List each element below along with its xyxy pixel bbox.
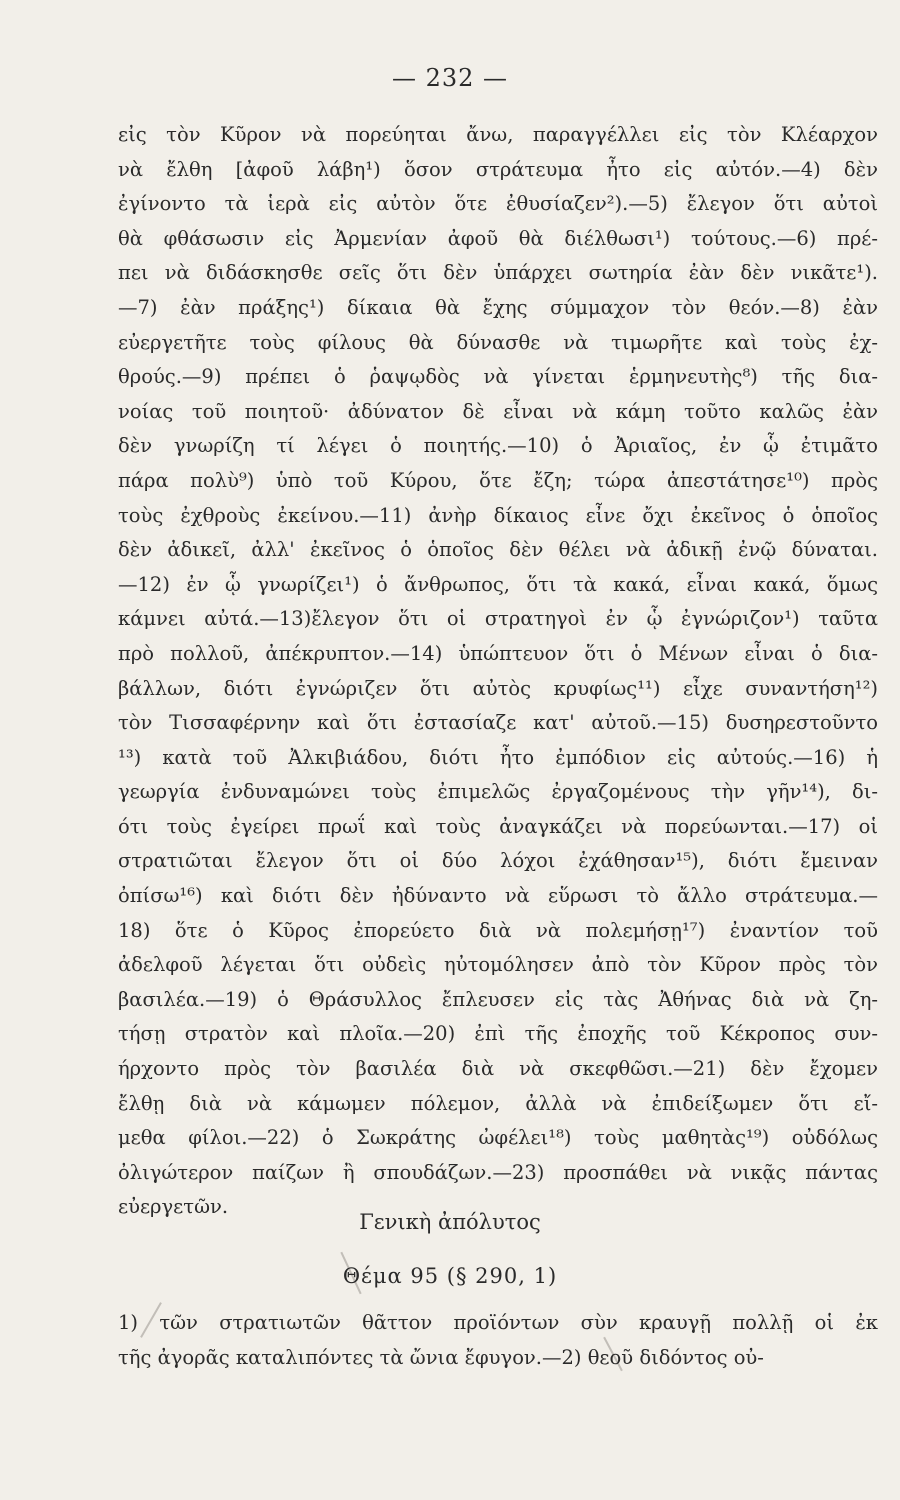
text-line: θὰ φθάσωσιν εἰς Ἀρμενίαν ἀφοῦ θὰ διέλθωσι¹) τούτους.—6) πρέ- [118, 226, 878, 250]
exercise-title: Θέμα 95 (§ 290, 1) [342, 1264, 558, 1288]
text-line: τῆς ἀγορᾶς καταλιπόντες τὰ ὤνια ἔφυγον.—2) θεοῦ διδόντος οὐ- [118, 1345, 764, 1369]
page-number: — 232 — [391, 64, 509, 92]
text-line: ήρχοντο πρὸς τὸν βασιλέα διὰ νὰ σκεφθῶσι.—21) δὲν ἔχομεν [118, 1057, 878, 1081]
text-line: ἐγίνοντο τὰ ἱερὰ εἰς αὐτὸν ὅτε ἐθυσίαζεν²).—5) ἔλεγον ὅτι αὐτοὶ [118, 192, 878, 216]
section-heading: Γενικὴ ἀπόλυτος [359, 1210, 541, 1234]
text-line: —12) ἐν ᾧ γνωρίζει¹) ὁ ἄνθρωπος, ὅτι τὰ κακά, εἶναι κακά, ὅμως [118, 572, 878, 596]
text-line: —7) ἐὰν πράξης¹) δίκαια θὰ ἔχης σύμμαχον τὸν θεόν.—8) ἐὰν [118, 295, 878, 319]
text-line: 18) ὅτε ὁ Κῦρος ἐπορεύετο διὰ νὰ πολεμήσῃ¹⁷) ἐναντίον τοῦ [118, 918, 878, 942]
text-line: εὐεργετῆτε τοὺς φίλους θὰ δύνασθε νὰ τιμωρῆτε καὶ τοὺς ἐχ- [118, 330, 878, 354]
body-text [118, 118, 878, 1225]
text-line: πει νὰ διδάσκησθε σεῖς ὅτι δὲν ὑπάρχει σωτηρία ἐὰν δὲν νικᾶτε¹). [118, 261, 878, 285]
text-line: μεθα φίλοι.—22) ὁ Σωκράτης ὠφέλει¹⁸) τοὺς μαθητὰς¹⁹) οὐδόλως [118, 1126, 878, 1150]
text-line: ἔλθῃ διὰ νὰ κάμωμεν πόλεμον, ἀλλὰ νὰ ἐπιδείξωμεν ὅτι εἴ- [118, 1091, 878, 1115]
text-line: τὸν Τισσαφέρνην καὶ ὅτι ἐστασίαζε κατ' αὐτοῦ.—15) δυσηρεστοῦντο [118, 711, 878, 735]
exercise-text [118, 1306, 878, 1375]
text-line: ¹³) κατὰ τοῦ Ἀλκιβιάδου, διότι ἦτο ἐμπόδιον εἰς αὐτούς.—16) ἡ [118, 745, 878, 769]
text-line: νὰ ἔλθη [ἀφοῦ λάβη¹) ὅσον στράτευμα ἦτο εἰς αὐτόν.—4) δὲν [118, 157, 878, 181]
text-line: βασιλέα.—19) ὁ Θράσυλλος ἔπλευσεν εἰς τὰς Ἀθήνας διὰ νὰ ζη- [118, 987, 878, 1011]
text-line: γεωργία ἐνδυναμώνει τοὺς ἐπιμελῶς ἐργαζομένους τὴν γῆν¹⁴), δι- [118, 780, 878, 804]
text-line: πρὸ πολλοῦ, ἀπέκρυπτον.—14) ὑπώπτευον ὅτι ὁ Μένων εἶναι ὁ δια- [118, 641, 878, 665]
text-line: εὐεργετῶν. [118, 1195, 229, 1219]
text-line: νοίας τοῦ ποιητοῦ· ἀδύνατον δὲ εἶναι νὰ κάμη τοῦτο καλῶς ἐὰν [118, 399, 878, 423]
text-line: δὲν γνωρίζη τί λέγει ὁ ποιητής.—10) ὁ Ἀριαῖος, ἐν ᾧ ἐτιμᾶτο [118, 434, 878, 458]
text-line: 1) τῶν στρατιωτῶν θᾶττον προϊόντων σὺν κραυγῇ πολλῇ οἱ ἐκ [118, 1311, 878, 1334]
text-line: ὀλιγώτερον παίζων ἢ σπουδάζων.—23) προσπάθει νὰ νικᾷς πάντας [118, 1160, 878, 1184]
text-line: θρούς.—9) πρέπει ὁ ῥαψῳδὸς νὰ γίνεται ἑρμηνευτὴς⁸) τῆς δια- [118, 365, 878, 389]
text-line: τοὺς ἐχθροὺς ἐκείνου.—11) ἀνὴρ δίκαιος εἶνε ὄχι ἐκεῖνος ὁ ὁποῖος [118, 503, 878, 527]
text-line: πάρα πολὺ⁹) ὑπὸ τοῦ Κύρου, ὅτε ἔζη; τώρα ἀπεστάτησε¹⁰) πρὸς [118, 468, 878, 492]
text-line: στρατιῶται ἔλεγον ὅτι οἱ δύο λόχοι ἐχάθησαν¹⁵), διότι ἔμειναν [118, 849, 878, 873]
text-line: τήσῃ στρατὸν καὶ πλοῖα.—20) ἐπὶ τῆς ἐποχῆς τοῦ Κέκροπος συν- [118, 1022, 878, 1046]
text-line: κάμνει αὐτά.—13)ἔλεγον ὅτι οἱ στρατηγοὶ ἐν ᾧ ἐγνώριζον¹) ταῦτα [118, 607, 878, 631]
text-line: εἰς τὸν Κῦρον νὰ πορεύηται ἄνω, παραγγέλλει εἰς τὸν Κλέαρχον [118, 123, 878, 146]
text-line: ἀδελφοῦ λέγεται ὅτι οὐδεὶς ηὐτομόλησεν ἀπὸ τὸν Κῦρον πρὸς τὸν [118, 953, 878, 977]
text-line: βάλλων, διότι ἐγνώριζεν ὅτι αὐτὸς κρυφίως¹¹) εἶχε συναντήση¹²) [118, 676, 878, 700]
text-line: ὀπίσω¹⁶) καὶ διότι δὲν ἠδύναντο νὰ εὕρωσι τὸ ἄλλο στράτευμα.— [118, 884, 878, 908]
text-line: ότι τοὺς ἐγείρει πρωΐ καὶ τοὺς ἀναγκάζει νὰ πορεύωνται.—17) οἱ [118, 814, 878, 838]
text-line: δὲν ἀδικεῖ, ἀλλ' ἐκεῖνος ὁ ὁποῖος δὲν θέλει νὰ ἀδικῇ ἐνῷ δύναται. [118, 538, 878, 562]
